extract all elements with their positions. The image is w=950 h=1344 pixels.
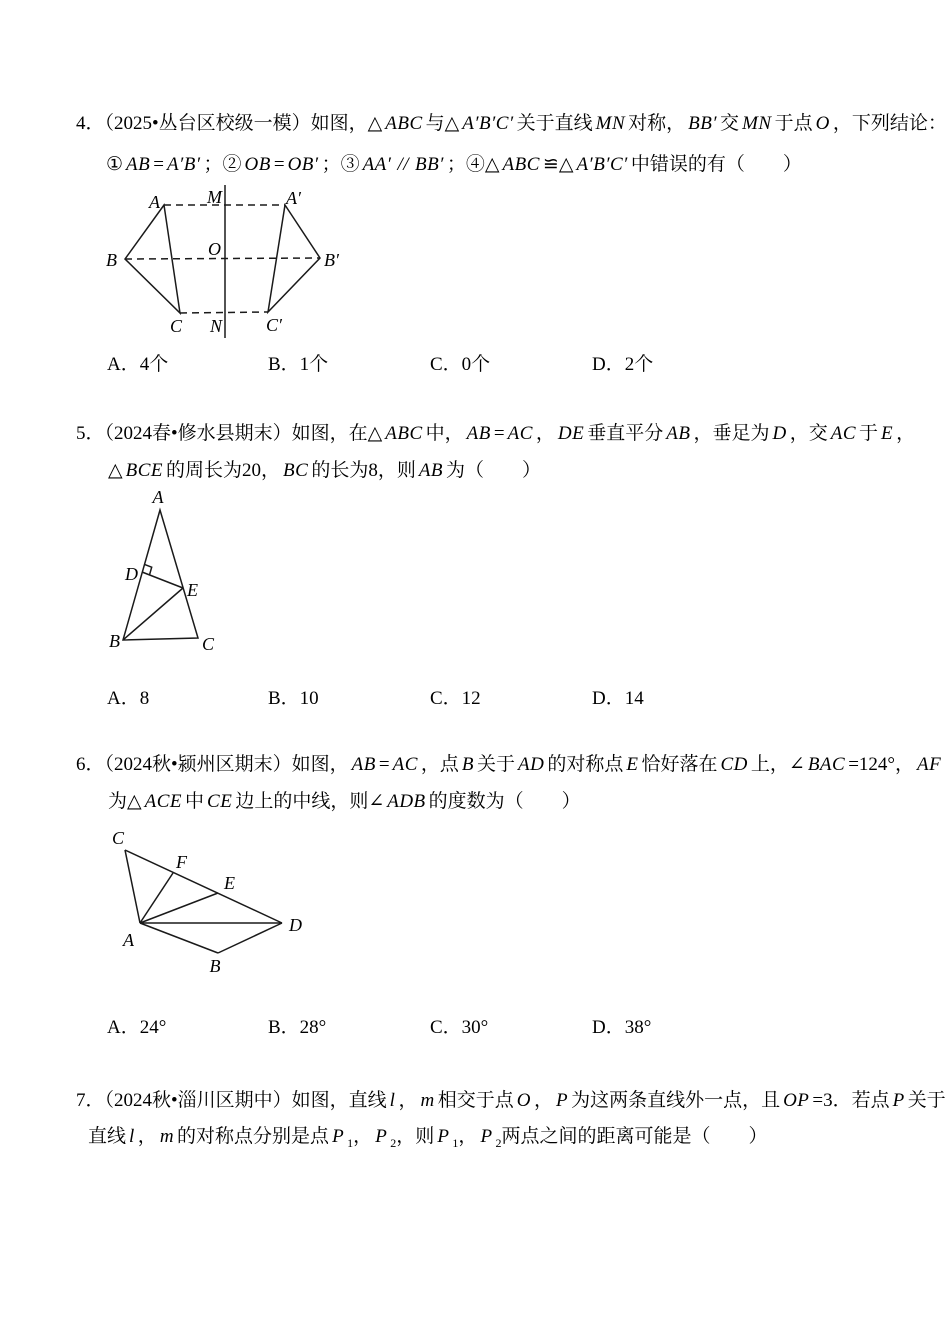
- question-5-options: [0, 683, 950, 709]
- point-label-C: C: [202, 634, 215, 654]
- point-label-E: E: [224, 873, 235, 893]
- point-label-B-prime: B′: [324, 250, 339, 270]
- figure-q5-isosceles-triangle: [95, 487, 225, 660]
- point-label-A: A: [123, 930, 134, 950]
- point-label-M: M: [207, 187, 222, 207]
- point-label-A-prime: A′: [286, 188, 301, 208]
- question-7-line-1: 7．（2024秋•淄川区期中）如图，直线 l ， m 相交于点 O ， P 为这两条直线外一点，且 OP =3．若点 P 关于: [76, 1090, 946, 1111]
- option-q5-c: C．12: [430, 688, 481, 709]
- option-q5-b: B．10: [268, 688, 319, 709]
- point-label-C-prime: C′: [266, 315, 282, 335]
- question-4-options: [0, 349, 950, 375]
- option-q4-a: A．4个: [107, 354, 169, 375]
- question-6-options: [0, 1012, 950, 1038]
- segment-de: [142, 572, 183, 588]
- option-q6-c: C．30°: [430, 1017, 489, 1038]
- question-6-line-2: 为△ ACE 中 CE 边上的中线，则∠ ADB 的度数为（ ）: [108, 791, 581, 812]
- question-7-line-2: 直线 l ， m 的对称点分别是点 P $_1$， P $_2$，则 P $_1$， P $_2$两点之间的距离可能是（ ）: [88, 1126, 768, 1150]
- option-q4-c: C．0个: [430, 354, 491, 375]
- option-q4-b: B．1个: [268, 354, 329, 375]
- point-label-B: B: [109, 631, 120, 651]
- question-5-line-2: △ BCE 的周长为20， BC 的长为8，则 AB 为（ ）: [108, 460, 542, 481]
- point-label-D: D: [125, 564, 138, 584]
- question-5-line-1: 5．（2024春•修水县期末）如图，在△ ABC 中， AB = AC ， DE 垂直平分 AB ，垂足为 D ，交 AC 于 E ，: [76, 423, 916, 444]
- segment-be: [123, 588, 183, 640]
- option-q6-b: B．28°: [268, 1017, 327, 1038]
- option-q6-d: D．38°: [592, 1017, 652, 1038]
- point-label-N: N: [209, 316, 222, 336]
- point-label-C: C: [111, 828, 125, 848]
- option-q6-a: A．24°: [107, 1017, 167, 1038]
- point-label-D: D: [289, 915, 302, 935]
- point-label-A: A: [149, 192, 160, 212]
- point-label-A: A: [152, 487, 164, 507]
- point-label-B: B: [106, 250, 117, 270]
- option-q4-d: D．2个: [592, 354, 654, 375]
- point-label-B: B: [209, 956, 221, 976]
- point-label-C: C: [169, 316, 183, 336]
- point-label-F: F: [176, 852, 187, 872]
- option-q5-a: A．8: [107, 688, 150, 709]
- figure-q6-reflection: [82, 828, 322, 978]
- figure-lines: [125, 850, 282, 953]
- dashed-connectors: [125, 205, 320, 313]
- point-label-E: E: [187, 580, 198, 600]
- point-label-O: O: [208, 239, 221, 259]
- figure-q4-symmetry-triangles: [95, 182, 345, 344]
- option-q5-d: D．14: [592, 688, 644, 709]
- question-6-line-1: 6．（2024秋•颍州区期末）如图， AB = AC ，点 B 关于 AD 的对称点 E 恰好落在 CD 上，∠ BAC =124°， AF: [76, 754, 942, 775]
- question-4-line-1: 4．（2025•丛台区校级一模）如图，△ ABC 与△ A′B′C′ 关于直线 MN 对称， BB′ 交 MN 于点 O ，下列结论：: [76, 113, 947, 134]
- question-4-line-2: ① AB = A′B′ ；② OB = OB′ ；③ AA′ // BB′ ；④△ ABC ≌△ A′B′C′ 中错误的有（ ）: [106, 154, 802, 175]
